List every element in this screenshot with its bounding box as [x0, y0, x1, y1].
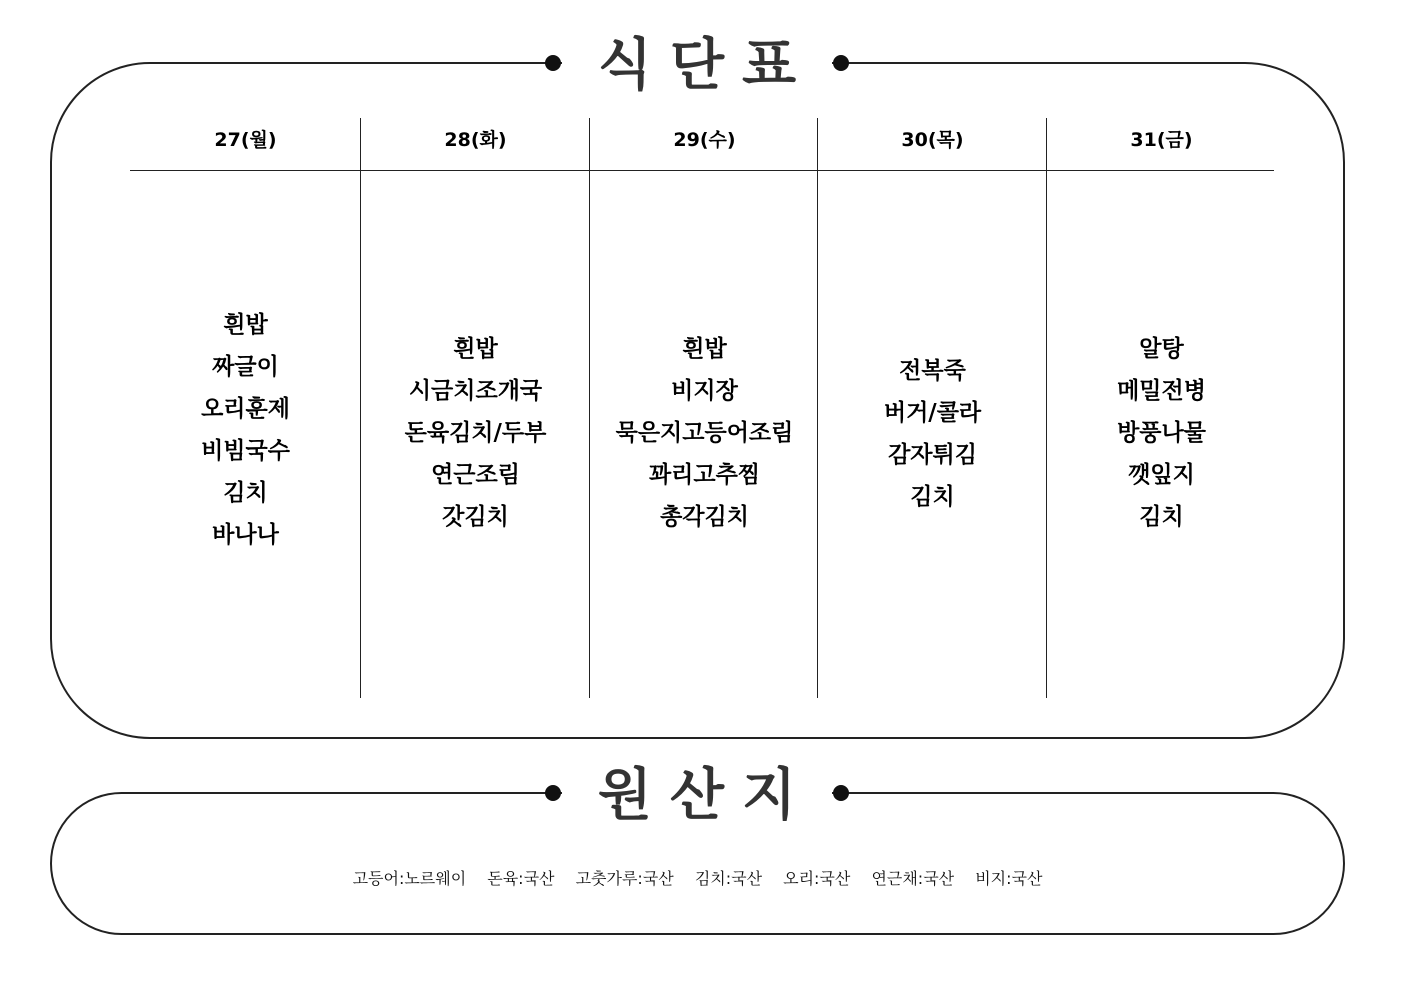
- dish-item: 김치: [1139, 504, 1184, 530]
- bullet-dot-icon: [833, 55, 849, 71]
- day-header: 30(목): [901, 129, 964, 151]
- dish-item: 버거/콜라: [883, 400, 982, 426]
- dish-item: 돈육김치/두부: [404, 420, 547, 446]
- day-header: 31(금): [1130, 129, 1193, 151]
- day-column-wed: [589, 118, 818, 698]
- dish-item: 바나나: [212, 522, 279, 548]
- dish-item: 비지장: [671, 378, 738, 404]
- dish-item: 흰밥: [453, 336, 498, 362]
- origin-title-bar: [0, 763, 1403, 828]
- dish-item: 방풍나물: [1117, 420, 1206, 446]
- dish-item: 오리훈제: [201, 396, 290, 422]
- dish-item: 알탕: [1139, 336, 1184, 362]
- day-column-tue: [360, 118, 589, 698]
- origin-item: 김치:국산: [694, 869, 763, 888]
- dish-list: [131, 304, 360, 548]
- dish-item: 비빔국수: [201, 438, 290, 464]
- day-header: 28(화): [444, 129, 507, 151]
- origin-item: 고춧가루:국산: [575, 869, 674, 888]
- dish-item: 짜글이: [212, 354, 279, 380]
- dish-item: 흰밥: [223, 312, 268, 338]
- dish-item: 메밀전병: [1117, 378, 1206, 404]
- day-column-fri: [1046, 118, 1275, 698]
- dish-list: [818, 350, 1047, 518]
- day-header: 27(월): [214, 129, 277, 151]
- bullet-dot-icon: [545, 55, 561, 71]
- day-column-mon: [131, 118, 360, 698]
- origin-item: 오리:국산: [783, 869, 851, 888]
- origin-list: [50, 866, 1345, 892]
- day-column-thu: [817, 118, 1046, 698]
- origin-title: 원산지: [597, 763, 815, 828]
- dish-item: 시금치조개국: [408, 378, 543, 404]
- bullet-dot-icon: [833, 785, 849, 801]
- dish-item: 연근조림: [431, 462, 520, 488]
- origin-item: 고등어:노르웨이: [352, 869, 467, 888]
- dish-item: 꽈리고추찜: [648, 462, 761, 488]
- dish-item: 묵은지고등어조림: [615, 420, 794, 446]
- dish-item: 김치: [223, 480, 268, 506]
- dish-item: 갓김치: [442, 504, 509, 530]
- menu-title: 식단표: [597, 33, 815, 98]
- day-header: 29(수): [673, 129, 736, 151]
- dish-item: 흰밥: [682, 336, 727, 362]
- origin-item: 돈육:국산: [487, 869, 555, 888]
- bullet-dot-icon: [545, 785, 561, 801]
- dish-item: 감자튀김: [888, 442, 977, 468]
- origin-item: 비지:국산: [975, 869, 1043, 888]
- dish-item: 깻잎지: [1128, 462, 1195, 488]
- dish-item: 김치: [910, 484, 955, 510]
- menu-title-bar: [0, 33, 1403, 98]
- dish-item: 총각김치: [660, 504, 749, 530]
- dish-list: [590, 328, 819, 538]
- dish-item: 전복죽: [899, 358, 966, 384]
- dish-list: [361, 328, 590, 538]
- dish-list: [1047, 328, 1276, 538]
- origin-item: 연근채:국산: [871, 869, 955, 888]
